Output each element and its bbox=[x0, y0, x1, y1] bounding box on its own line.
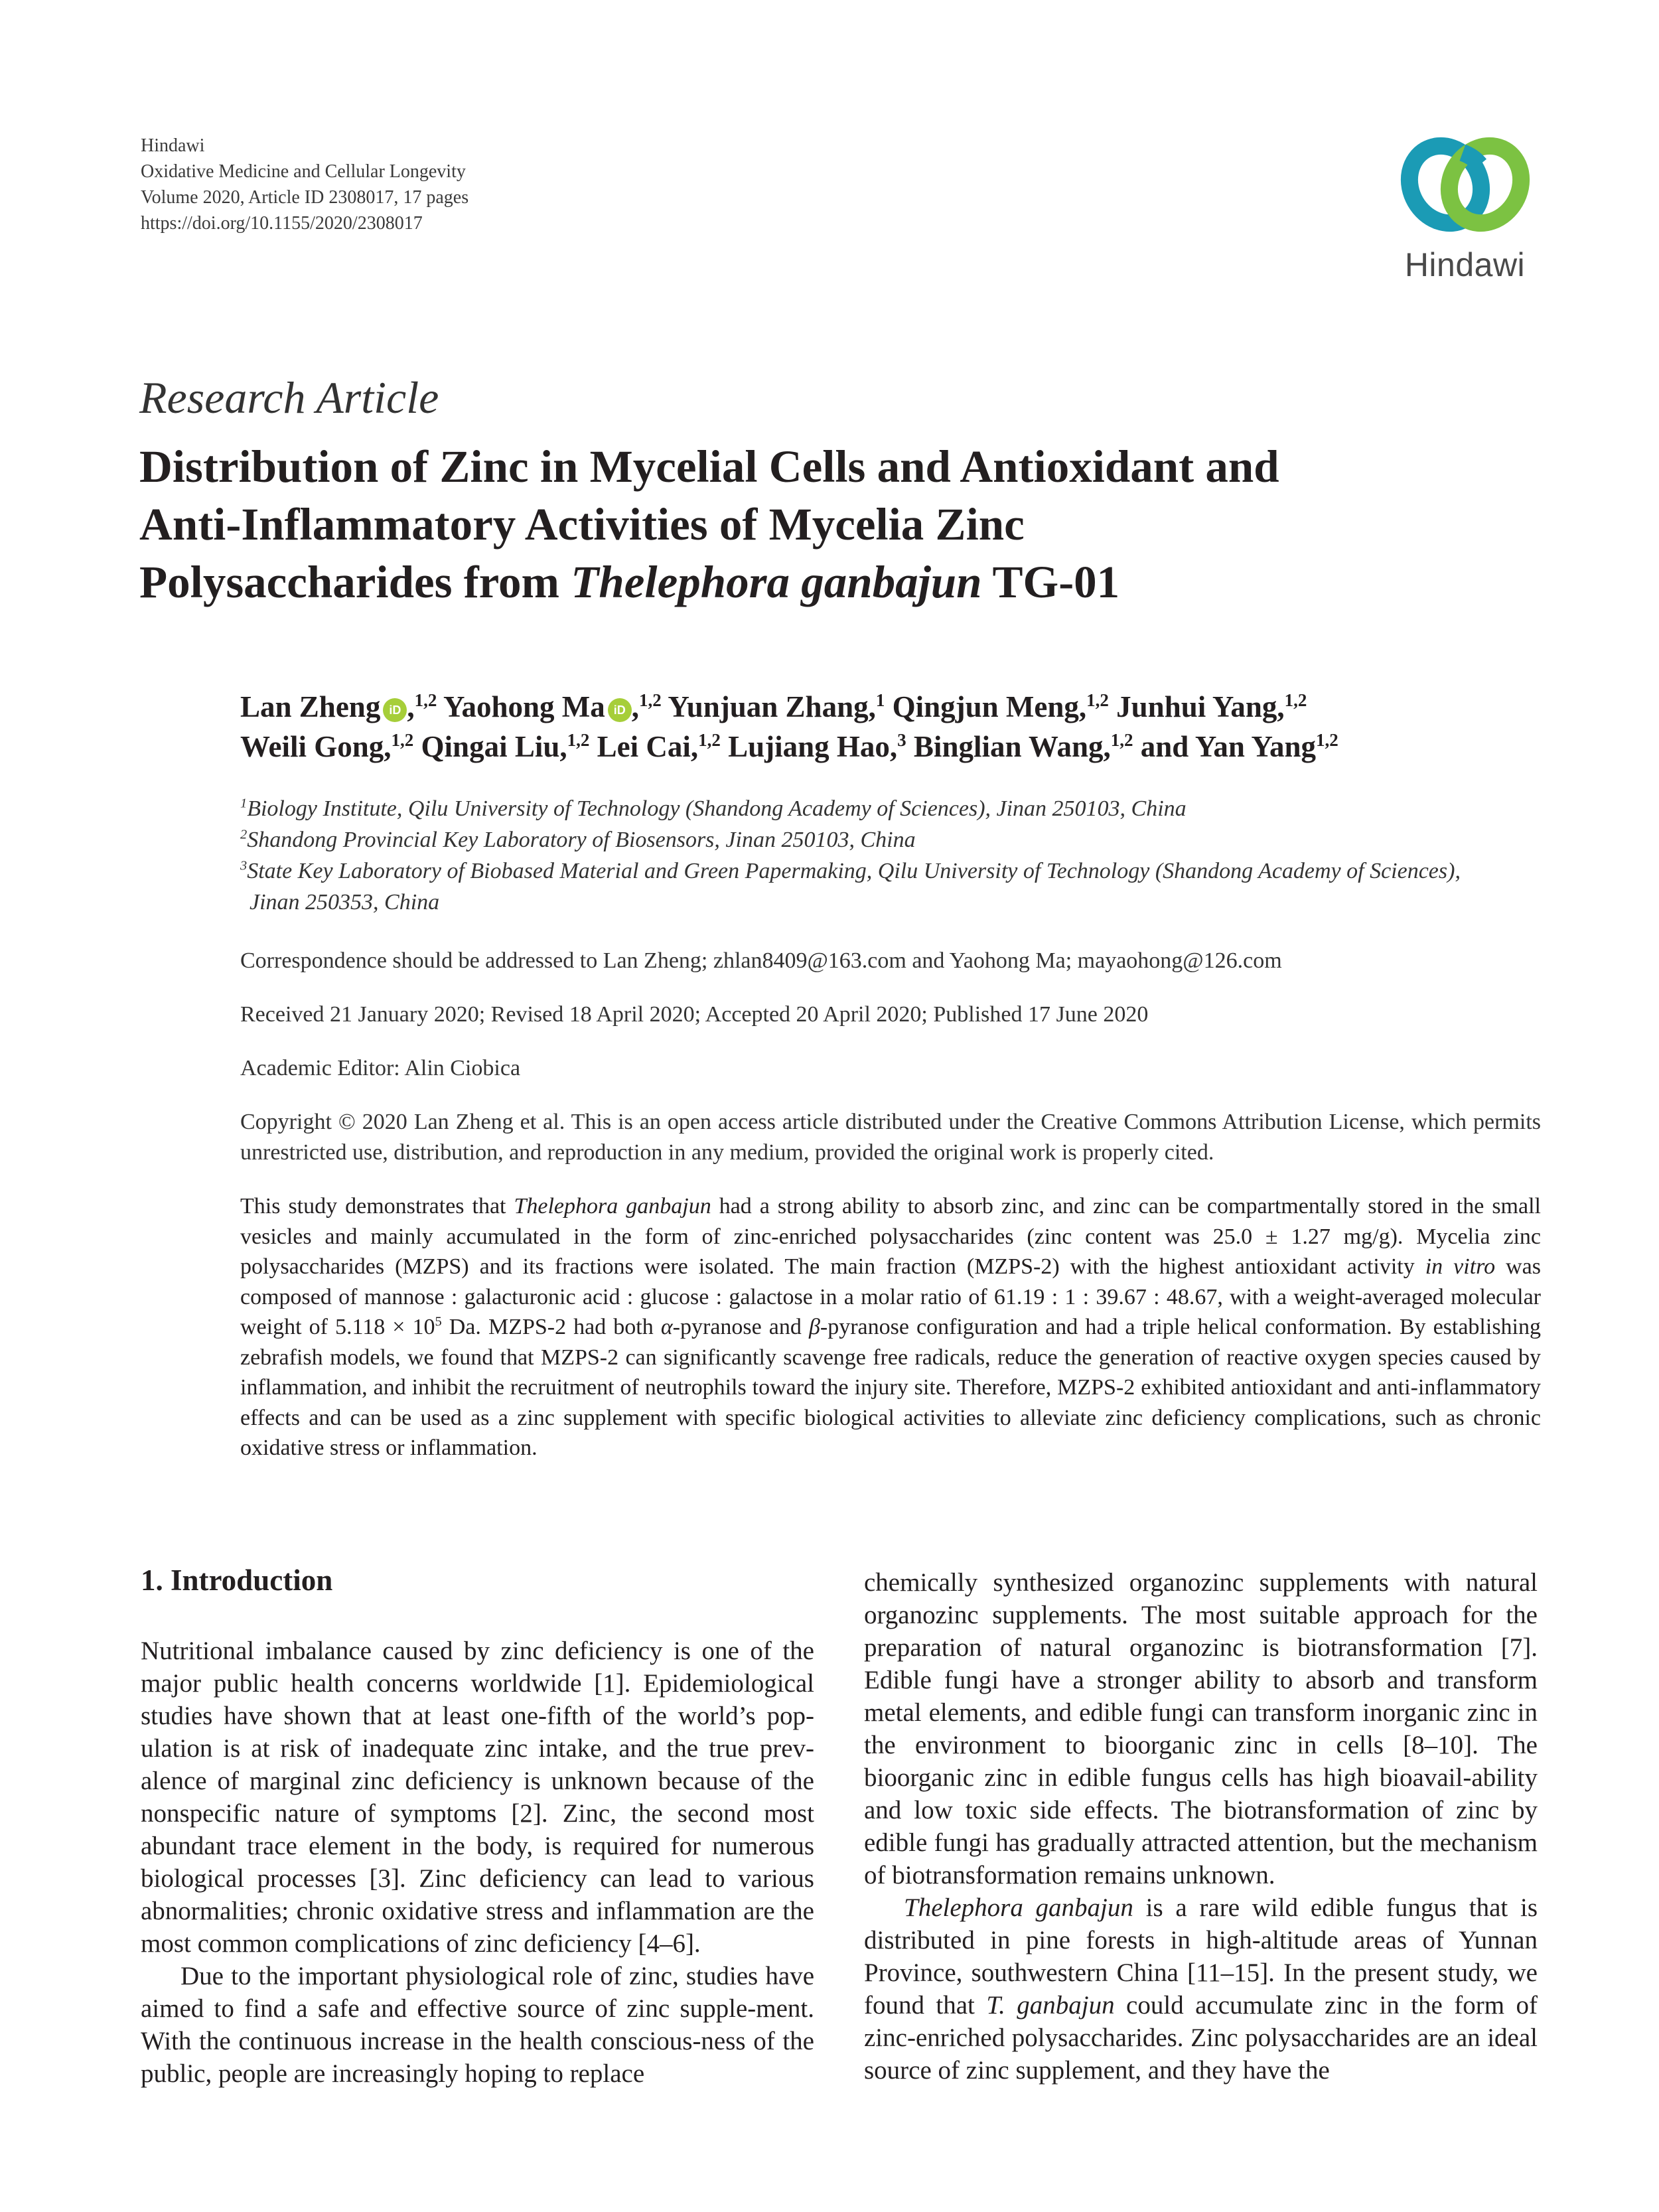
journal-header bbox=[141, 133, 469, 236]
author-list bbox=[240, 687, 1534, 767]
publication-dates: Received 21 January 2020; Revised 18 April 2020; Accepted 20 April 2020; Published 17 June 2020 bbox=[240, 1002, 1149, 1027]
affiliation: $^3$State Key Laboratory of Biobased Material and Green Papermaking, Qilu University of Technology (Shandong Academy of Sciences), bbox=[240, 858, 1461, 883]
author-name[interactable]: Junhui Yang bbox=[1116, 690, 1277, 723]
author-name[interactable]: Lan Zheng bbox=[240, 690, 381, 723]
article-title bbox=[139, 438, 1467, 611]
author-name[interactable]: Yan Yang bbox=[1194, 730, 1317, 763]
title-line: Anti-Inflammatory Activities of Mycelia Zinc bbox=[139, 499, 1025, 550]
doi-link[interactable]: https://doi.org/10.1155/2020/2308017 bbox=[141, 213, 423, 234]
author-name[interactable]: Yaohong Ma bbox=[443, 690, 605, 723]
paragraph: Thelephora ganbajun is a rare wild edible fungus that is distributed in pine forests in high-altitude areas of Yunnan Province, southwestern China [11–15]. In the present study, we found that T. ganbajun could accumulate zinc in the form of zinc-enriched polysaccharides. Zinc polysaccharides are an ideal source of zinc supplement, and they have the bbox=[864, 1893, 1538, 2085]
volume-info: Volume 2020, Article ID 2308017, 17 pages bbox=[141, 187, 469, 208]
left-column bbox=[141, 1635, 814, 2090]
author-name[interactable]: Qingai Liu bbox=[421, 730, 560, 763]
author-line: Weili Gong,$^{1,2}$ Qingai Liu,$^{1,2}$ Lei Cai,$^{1,2}$ Lujiang Hao,$^3$ Binglian Wang,$^{1,2}$ and Yan Yang$^{1,2}$ bbox=[240, 730, 1338, 763]
affiliations bbox=[240, 793, 1541, 918]
author-name[interactable]: Lujiang Hao bbox=[728, 730, 890, 763]
affiliation-continued: Jinan 250353, China bbox=[250, 890, 440, 915]
title-line: Distribution of Zinc in Mycelial Cells and Antioxidant and bbox=[139, 441, 1279, 492]
academic-editor: Academic Editor: Alin Ciobica bbox=[240, 1056, 521, 1080]
section-heading: 1. Introduction bbox=[141, 1564, 333, 1597]
right-column bbox=[864, 1566, 1538, 2087]
author-name[interactable]: Weili Gong bbox=[240, 730, 384, 763]
author-line: Lan Zheng iD ,$^{1,2}$ Yaohong Ma iD ,$^{1,2}$ Yunjuan Zhang,$^1$ Qingjun Meng,$^{1,2}$ Junhui Yang,$^{1,2}$ bbox=[240, 690, 1307, 723]
journal-name: Oxidative Medicine and Cellular Longevity bbox=[141, 161, 466, 182]
article-type: Research Article bbox=[139, 372, 439, 423]
author-name[interactable]: Qingjun Meng bbox=[892, 690, 1079, 723]
publisher-name: Hindawi bbox=[141, 135, 205, 156]
hindawi-logo bbox=[1394, 133, 1536, 285]
copyright-notice: Copyright © 2020 Lan Zheng et al. This is an open access article distributed under the Creative Commons Attribution License, which permits unrestricted use, distribution, and reproduction in any medium, provided the original work is properly cited. bbox=[240, 1110, 1541, 1165]
affiliation: $^2$Shandong Provincial Key Laboratory of Biosensors, Jinan 250103, China bbox=[240, 827, 916, 852]
author-name[interactable]: Lei Cai bbox=[597, 730, 691, 763]
author-name[interactable]: Binglian Wang bbox=[913, 730, 1104, 763]
abstract: This study demonstrates that Thelephora ganbajun had a strong ability to absorb zinc, and zinc can be compartmentally stored in the small vesicles and mainly accumulated in the form of zinc-enriched polysaccharides (zinc content was 25.0 ± 1.27 mg/g). Mycelia zinc polysaccharides (MZPS) and its fractions were isolated. The main fraction (MZPS-2) with the highest antioxidant activity in vitro was composed of mannose : galacturonic acid : glucose : galactose in a molar ratio of 61.19 : 1 : 39.67 : 48.67, with a weight-averaged molecular weight of $5.118 \times 10^5$ Da. MZPS-2 had both α-pyranose and β-pyranose configuration and had a triple helical conformation. By establishing zebrafish models, we found that MZPS-2 can significantly scavenge free radicals, reduce the generation of reactive oxygen species caused by inflammation, and inhibit the recruitment of neutrophils toward the injury site. Therefore, MZPS-2 exhibited antioxidant and anti-inflammatory effects and can be used as a zinc supplement with specific biological activities to alleviate zinc deficiency complications, such as chronic oxidative stress or inflammation. bbox=[240, 1194, 1541, 1460]
paragraph: Due to the important physiological role of zinc, studies have aimed to find a safe and effective source of zinc supple-ment. With the continuous increase in the health conscious-ness of the public, people are increasingly hoping to replace bbox=[141, 1962, 814, 2088]
logo-wordmark: Hindawi bbox=[1404, 246, 1526, 283]
hindawi-logo-icon bbox=[1394, 133, 1536, 246]
correspondence: Correspondence should be addressed to Lan Zheng; zhlan8409@163.com and Yaohong Ma; mayaohong@126.com bbox=[240, 948, 1282, 973]
affiliation: $^1$Biology Institute, Qilu University of Technology (Shandong Academy of Sciences), Jinan 250103, China bbox=[240, 796, 1187, 821]
title-line: Polysaccharides from Thelephora ganbajun TG-01 bbox=[139, 557, 1120, 607]
paragraph: chemically synthesized organozinc supplements with natural organozinc supplements. The most suitable approach for the preparation of natural organozinc is biotransformation [7]. Edible fungi have a stronger ability to absorb and transform metal elements, and edible fungi can transform inorganic zinc in the environment to bioorganic zinc in cells [8–10]. The bioorganic zinc in edible fungus cells has high bioavail-ability and low toxic side effects. The biotransformation of zinc by edible fungi has gradually attracted attention, but the mechanism of biotransformation remains unknown. bbox=[864, 1568, 1538, 1889]
orcid-icon[interactable]: iD bbox=[383, 698, 407, 722]
author-name[interactable]: Yunjuan Zhang bbox=[668, 690, 869, 723]
paragraph: Nutritional imbalance caused by zinc deficiency is one of the major public health concerns worldwide [1]. Epidemiological studies have shown that at least one-fifth of the world’s pop-ulation is at risk of inadequate zinc intake, and the true prev-alence of marginal zinc deficiency is unknown because of the nonspecific nature of symptoms [2]. Zinc, the second most abundant trace element in the body, is required for numerous biological processes [3]. Zinc deficiency can lead to various abnormalities; chronic oxidative stress and inflammation are the most common complications of zinc deficiency [4–6]. bbox=[141, 1637, 814, 1958]
orcid-icon[interactable]: iD bbox=[608, 698, 632, 722]
